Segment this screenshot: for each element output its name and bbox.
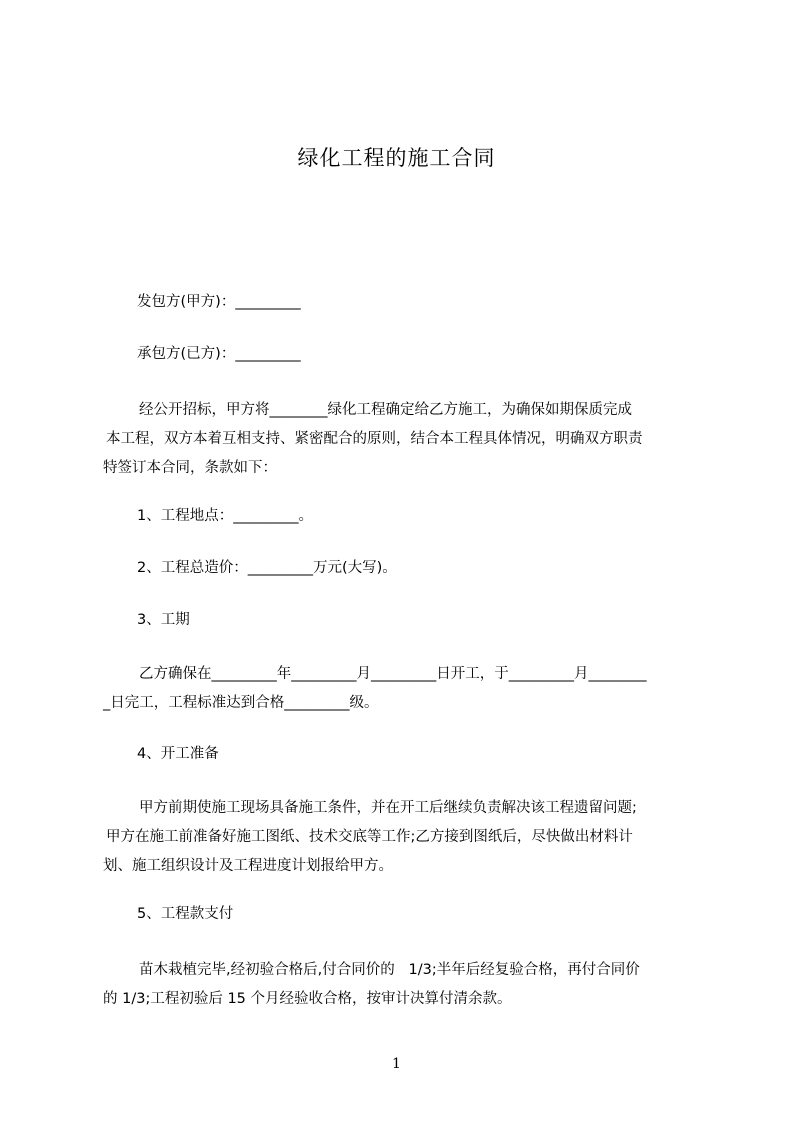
clause-5-line: 苗木栽植完毕,经初验合格后,付合同价的 1/3;半年后经复验合格，再付合同价 — [139, 962, 640, 978]
intro-line: 本工程，双方本着互相支持、紧密配合的原则，结合本工程具体情况，明确双方职责 — [106, 431, 643, 447]
clause-4-line: 甲方前期使施工现场具备施工条件，并在开工后继续负责解决该工程遗留问题; — [139, 800, 637, 816]
clause-3-line: 乙方确保在_________年_________月_________日开工，于_________月________ — [139, 666, 647, 682]
party-a-line: 发包方(甲方)：_________ — [137, 294, 301, 310]
clause-5-line: 的 1/3;工程初验后 15 个月经验收合格，按审计决算付清余款。 — [103, 991, 512, 1007]
clause-5-heading: 5、工程款支付 — [137, 906, 234, 922]
clause-3-line: _日完工，工程标准达到合格_________级。 — [103, 695, 379, 711]
clause-4-body — [103, 794, 703, 881]
clause-2-total-cost: 2、工程总造价：_________万元(大写)。 — [137, 560, 397, 576]
intro-line: 经公开招标，甲方将________绿化工程确定给乙方施工，为确保如期保质完成 — [139, 402, 632, 418]
party-b-line: 承包方(已方)：_________ — [137, 346, 301, 362]
intro-line: 特签订本合同，条款如下： — [103, 460, 277, 476]
clause-1-location: 1、工程地点：_________。 — [137, 508, 313, 524]
clause-3-heading: 3、工期 — [137, 612, 190, 628]
page-number: 1 — [392, 1056, 401, 1072]
clause-5-body — [103, 956, 703, 1014]
clause-3-body — [103, 660, 703, 718]
clause-4-heading: 4、开工准备 — [137, 746, 219, 762]
clause-4-line: 甲方在施工前准备好施工图纸、技术交底等工作;乙方接到图纸后，尽快做出材料计 — [106, 829, 633, 845]
document-title: 绿化工程的施工合同 — [297, 146, 496, 170]
intro-paragraph — [103, 396, 703, 483]
clause-4-line: 划、施工组织设计及工程进度计划报给甲方。 — [103, 858, 393, 874]
